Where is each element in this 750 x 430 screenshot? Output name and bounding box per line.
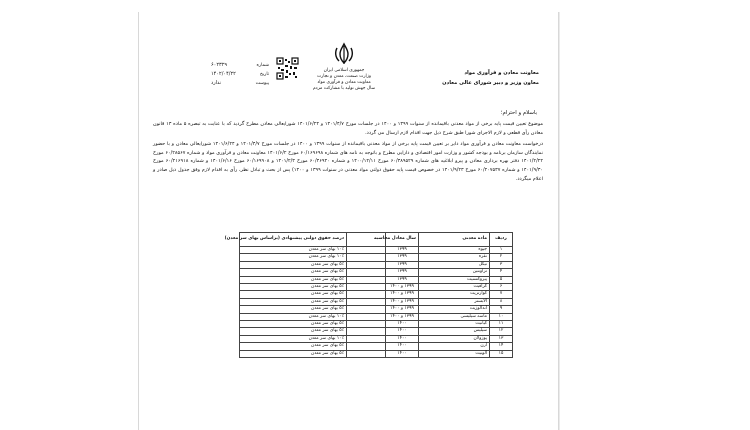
meta-attachment-row: [211, 79, 269, 88]
row-material: پیروکسنیت: [419, 276, 490, 283]
emblem-line: معاونت معادن و فرآوری مواد: [317, 80, 371, 85]
row-material: آندالوزیت: [419, 306, 490, 313]
meta-date-row: [211, 70, 269, 79]
table-row: [240, 343, 513, 350]
table-row: [240, 284, 513, 291]
table-row: [240, 313, 513, 320]
row-blank: [347, 291, 386, 298]
row-year: ۱۳۹۹ و ۱۴۰۰: [386, 291, 419, 298]
org-line-1: معاونت معادن و فرآوری مواد: [464, 70, 539, 76]
row-index: ۱۴: [490, 343, 513, 350]
row-year: ۱۴۰۰: [386, 335, 419, 342]
row-material: گرافیت: [419, 284, 490, 291]
table-row: [240, 321, 513, 328]
row-rate: ۱۰٪ بهای سر معدن: [240, 254, 347, 261]
salutation: باسلام و احترام؛: [500, 110, 537, 116]
row-index: ۸: [490, 298, 513, 305]
row-year: ۱۳۹۹: [386, 254, 419, 261]
row-blank: [347, 350, 386, 357]
row-index: ۱: [490, 247, 513, 254]
col-header-index: ردیف: [490, 233, 513, 247]
row-rate: ۵٪ بهای سر معدن: [240, 328, 347, 335]
row-rate: ۵٪ بهای سر معدن: [240, 291, 347, 298]
row-blank: [347, 321, 386, 328]
row-index: ۷: [490, 291, 513, 298]
organization-header: [442, 68, 539, 88]
table-row: [240, 276, 513, 283]
row-rate: ۱۰٪ بهای سر معدن: [240, 335, 347, 342]
row-year: ۱۳۹۹: [386, 247, 419, 254]
row-blank: [347, 306, 386, 313]
row-material: سیلیس: [419, 328, 490, 335]
document-page: [138, 12, 560, 430]
row-rate: ۵٪ بهای سر معدن: [240, 276, 347, 283]
row-year: ۱۳۹۹ و ۱۴۰۰: [386, 306, 419, 313]
row-year: ۱۴۰۰: [386, 321, 419, 328]
org-line-2: معاون وزیر و دبیر شورای عالی معادن: [442, 80, 539, 86]
row-rate: ۵٪ بهای سر معدن: [240, 284, 347, 291]
row-index: ۹: [490, 306, 513, 313]
col-header-year: سال معادل محاسبه: [386, 233, 419, 247]
royalty-table: [224, 232, 513, 358]
row-material: آلونیت: [419, 350, 490, 357]
table-row: [240, 261, 513, 268]
page-edge: [558, 12, 560, 430]
row-index: ۱۳: [490, 335, 513, 342]
row-rate: ۵٪ بهای سر معدن: [240, 343, 347, 350]
letter-attachment: ندارد: [211, 80, 222, 86]
table-header-row: [240, 233, 513, 247]
row-index: ۵: [490, 276, 513, 283]
row-rate: ۵٪ بهای سر معدن: [240, 321, 347, 328]
meta-label: پیوست: [255, 81, 269, 86]
col-header-material: ماده معدنی: [419, 233, 490, 247]
table-row: [240, 350, 513, 357]
row-year: ۱۳۹۹ و ۱۴۰۰: [386, 313, 419, 320]
emblem-caption: [307, 68, 381, 92]
table-row: [240, 247, 513, 254]
emblem-icon: [332, 42, 356, 66]
row-material: تراونتین: [419, 269, 490, 276]
row-index: ۱۱: [490, 321, 513, 328]
body-paragraph: درخواست معاونت معادن و فرآوری مواد دایر بر تعیین قیمت پایه برخی از مواد معدنی باقیمانده از سنوات ۱۳۹۹ و ۱۴۰۰ در جلسات مورخ ۱۴۰۱/۴/۷ و ۱۴۰۱/۶/۲۴ شورایعالی معادن و با حضور نمایندگان سازمان برنامه و بودجه کشور و وزارت امور اقتصادی و دارایی مطرح و باتوجه به نامه های شماره ۶۰/۱۶۹۶۹۸ مورخ ۱۴۰۱/۶/۲ معاونت معادن و فرآوری مواد و شماره ۶۰/۲۸۵۶۷ مورخ ۱۴۰۱/۲/۲۲ دفتر بهره برداری معادن و پیرو ابلاغیه های شماره ۶۰/۳۸۹۵۲۹ مورخ ۱۴۰۰/۱۲/۱۱ و شماره ۶۰/۴۶۹۴۰ مورخ ۱۴۰۱/۲/۳ و ۶۰/۱۶۹۹۰۸ مورخ ۱۴۰۱/۶/۱۶ و شماره ۶۰/۲۱۶۹۱۸ مورخ ۱۴۰۱/۹/۳۰ و شماره ۶۰/۲۰۷۵۳۷ مورخ ۱۴۰۱/۹/۲۳ در خصوص قیمت پایه حقوق دولتی مواد معدنی در سنوات ۱۳۹۹ و ۱۴۰۰) پس از بحث و تبادل نظر، رأی به اقدام لازم وفق جدول ذیل صادر و اعلام میگردد.: [153, 141, 543, 182]
row-blank: [347, 276, 386, 283]
row-material: آلابستر: [419, 298, 490, 305]
table-row: [240, 306, 513, 313]
emblem-line: وزارت صنعت، معدن و تجارت: [317, 74, 371, 79]
table-row: [240, 269, 513, 276]
row-index: ۱۰: [490, 313, 513, 320]
row-year: ۱۴۰۰: [386, 328, 419, 335]
row-material: جیوه: [419, 247, 490, 254]
letter-number: ۶۰۲۳۲۹: [211, 62, 228, 68]
row-blank: [347, 328, 386, 335]
letter-date: ۱۴۰۲/۰۴/۲۲: [211, 71, 236, 77]
row-index: ۱۲: [490, 328, 513, 335]
col-header-rate: درصد حقوق دولتی پیشنهادی (براساس بهای سر معدن): [240, 233, 347, 247]
row-year: ۱۳۹۹ و ۱۴۰۰: [386, 284, 419, 291]
table-body: [240, 247, 513, 358]
row-blank: [347, 269, 386, 276]
row-blank: [347, 247, 386, 254]
row-blank: [347, 284, 386, 291]
row-index: ۲: [490, 254, 513, 261]
row-rate: ۵٪ بهای سر معدن: [240, 306, 347, 313]
row-year: ۱۳۹۹: [386, 261, 419, 268]
row-blank: [347, 298, 386, 305]
meta-number-row: [211, 61, 269, 70]
row-blank: [347, 343, 386, 350]
body-paragraph: موضوع تعیین قیمت پایه برخی از مواد معدنی باقیمانده از سنوات ۱۳۹۹ و ۱۴۰۰ در جلسات مورخ ۱۴۰۱/۴/۷ و ۱۴۰۱/۶/۲۴ شورایعالی معادن مطرح گردید که با عنایت به تبصره ۵ ماده ۱۳ قانون معادن رأی قطعی و لازم الاجرای شورا طبق شرح ذیل جهت اقدام لازم ارسال می گردد.: [153, 121, 543, 136]
row-material: ماسه سیلیسی: [419, 313, 490, 320]
row-rate: ۵٪ بهای سر معدن: [240, 298, 347, 305]
row-material: نیکل: [419, 261, 490, 268]
table-row: [240, 328, 513, 335]
row-rate: ۵٪ بهای سر معدن: [240, 261, 347, 268]
row-year: ۱۳۹۹ و ۱۴۰۰: [386, 298, 419, 305]
row-blank: [347, 254, 386, 261]
table-row: [240, 298, 513, 305]
row-material: نقره: [419, 254, 490, 261]
row-year: ۱۴۰۰: [386, 343, 419, 350]
row-year: ۱۳۹۹: [386, 276, 419, 283]
meta-label: شماره: [256, 63, 269, 68]
table-row: [240, 335, 513, 342]
row-material: پوزولان: [419, 335, 490, 342]
row-index: ۴: [490, 269, 513, 276]
row-material: آرن: [419, 343, 490, 350]
row-year: ۱۴۰۰: [386, 350, 419, 357]
row-material: کیانیت: [419, 321, 490, 328]
row-index: ۶: [490, 284, 513, 291]
row-year: ۱۳۹۹: [386, 269, 419, 276]
row-rate: ۵٪ بهای سر معدن: [240, 269, 347, 276]
meta-label: تاریخ: [259, 72, 269, 77]
table-row: [240, 254, 513, 261]
row-blank: [347, 313, 386, 320]
row-index: ۱۵: [490, 350, 513, 357]
emblem-line: سال جهش تولید با مشارکت مردم: [312, 86, 376, 91]
letter-meta: [211, 61, 269, 88]
row-rate: ۱۰٪ بهای سر معدن: [240, 313, 347, 320]
row-material: کوارتزیت: [419, 291, 490, 298]
row-blank: [347, 335, 386, 342]
row-blank: [347, 261, 386, 268]
qr-code-icon: [276, 57, 299, 80]
table-row: [240, 291, 513, 298]
emblem-line: جمهوری اسلامی ایران: [323, 68, 365, 73]
row-rate: ۱۰٪ بهای سر معدن: [240, 247, 347, 254]
row-rate: ۵٪ بهای سر معدن: [240, 350, 347, 357]
row-index: ۳: [490, 261, 513, 268]
letter-body: [153, 110, 543, 186]
